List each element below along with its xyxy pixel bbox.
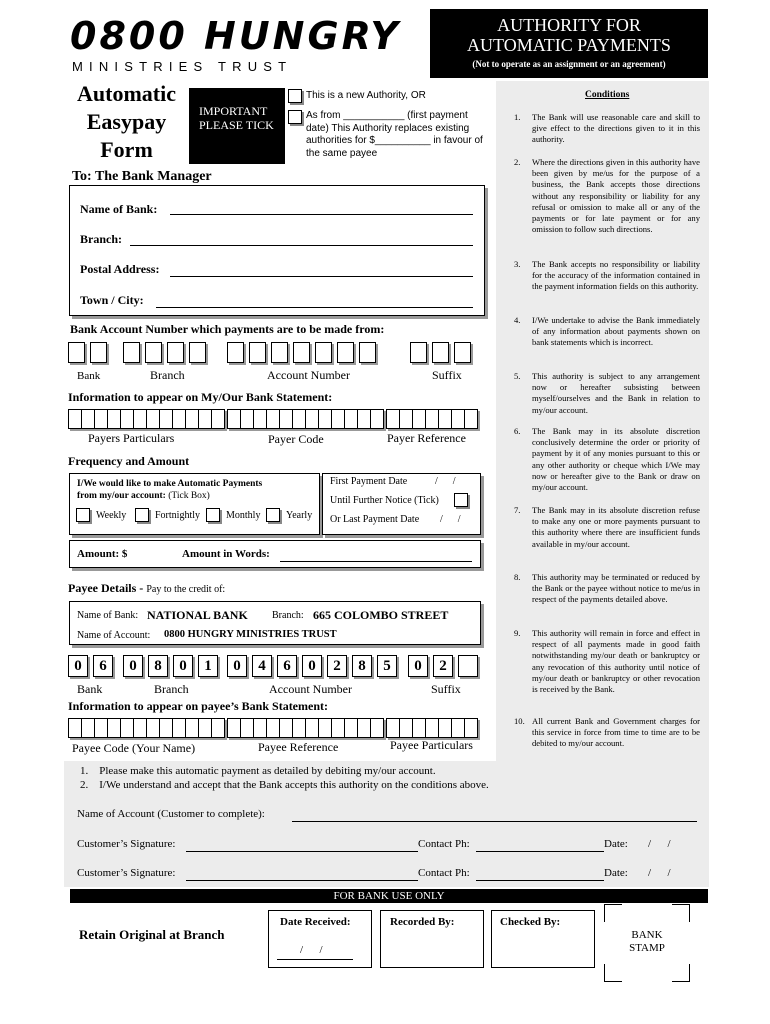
authority-note: (Not to operate as an assignment or an agreement) — [472, 59, 666, 69]
statement-heading: Information to appear on My/Our Bank Statement: — [68, 390, 333, 404]
authority-title-2: AUTOMATIC PAYMENTS — [467, 35, 671, 55]
contact-1-field[interactable] — [476, 851, 604, 852]
logo-subtitle: MINISTRIES TRUST — [72, 59, 293, 74]
payee-digit-cell: 0 — [123, 655, 143, 677]
first-payment-label: First Payment Date — [330, 476, 408, 487]
payee-digit-cell: 0 — [173, 655, 193, 677]
condition-item: 2. Where the directions given in this authority have been given by me/us for the purpose of a business, the Bank accepts those directions without any responsibility or liability for any refusal or omission to make all or any of the payments or for late payment or for any omission to follow such directions. — [514, 157, 700, 235]
date-2-field[interactable]: / / — [648, 867, 671, 879]
branch-label: Branch: — [80, 232, 122, 246]
payer-reference-label: Payer Reference — [387, 431, 466, 445]
payee-statement-strip[interactable] — [386, 718, 478, 738]
statement-strip[interactable] — [227, 409, 384, 429]
payee-branch-label: Branch: — [272, 610, 304, 621]
signature-1-label: Customer’s Signature: — [77, 838, 176, 850]
payer-code-label: Payer Code — [268, 432, 324, 446]
payee-reference-label: Payee Reference — [258, 740, 339, 754]
logo: 0800 HUNGRY — [70, 14, 401, 58]
payee-digit-cell: 0 — [227, 655, 247, 677]
authority-title-1: AUTHORITY FOR — [497, 15, 641, 35]
payee-digit-cell: 4 — [252, 655, 272, 677]
payee-digit-cell: 5 — [377, 655, 397, 677]
date-1-field[interactable]: / / — [648, 838, 671, 850]
agreement-item-2: 2. I/We understand and accept that the Bank accepts this authority on the conditions above. — [80, 779, 489, 791]
payee-branch-col: Branch — [154, 682, 189, 696]
account-digit-cell[interactable] — [410, 342, 427, 363]
account-digit-cell[interactable] — [68, 342, 85, 363]
account-digit-cell[interactable] — [454, 342, 471, 363]
to-bank-manager: To: The Bank Manager — [72, 169, 212, 184]
payee-statement-strip[interactable] — [68, 718, 225, 738]
account-digit-cell[interactable] — [432, 342, 449, 363]
account-digit-cell[interactable] — [145, 342, 162, 363]
account-digit-cell[interactable] — [315, 342, 332, 363]
bank-stamp-area — [604, 904, 690, 982]
payee-account-col: Account Number — [269, 682, 352, 696]
account-digit-cell[interactable] — [123, 342, 140, 363]
agreement-item-1: 1. Please make this automatic payment as detailed by debiting my/our account. — [80, 765, 436, 777]
account-digit-cell[interactable] — [90, 342, 107, 363]
contact-2-field[interactable] — [476, 880, 604, 881]
account-heading: Bank Account Number which payments are to be made from: — [70, 322, 385, 336]
weekly-label: Weekly — [96, 510, 127, 521]
account-digit-cell[interactable] — [359, 342, 376, 363]
form-title — [64, 80, 189, 164]
account-digit-cell[interactable] — [249, 342, 266, 363]
condition-item: 5. This authority is subject to any arrangement now or hereafter subsisting between myself/ourselves and the Bank in relation to my/our account. — [514, 371, 700, 415]
name-of-account-label: Name of Account (Customer to complete): — [77, 808, 265, 820]
payee-digit-cell — [458, 655, 478, 677]
account-digit-cell[interactable] — [271, 342, 288, 363]
account-digit-cell[interactable] — [167, 342, 184, 363]
monthly-checkbox[interactable] — [206, 508, 220, 522]
payee-digit-cell: 1 — [198, 655, 218, 677]
payers-particulars-label: Payers Particulars — [88, 431, 175, 445]
account-digit-cell[interactable] — [337, 342, 354, 363]
payee-digit-cell: 6 — [93, 655, 113, 677]
payee-statement-heading: Information to appear on payee’s Bank Statement: — [68, 699, 328, 713]
statement-strip[interactable] — [386, 409, 478, 429]
name-of-bank-label: Name of Bank: — [80, 202, 158, 216]
weekly-checkbox[interactable] — [76, 508, 90, 522]
account-digit-cell[interactable] — [293, 342, 310, 363]
payee-bank-col: Bank — [77, 682, 103, 696]
payee-branch-value: 665 COLOMBO STREET — [313, 608, 449, 622]
payee-statement-strip[interactable] — [227, 718, 384, 738]
payee-digit-cell: 0 — [408, 655, 428, 677]
monthly-label: Monthly — [226, 510, 261, 521]
payee-particulars-label: Payee Particulars — [390, 738, 473, 752]
contact-1-label: Contact Ph: — [418, 838, 470, 850]
important-label: IMPORTANT — [199, 104, 268, 118]
frequency-heading: Frequency and Amount — [68, 454, 190, 468]
contact-2-label: Contact Ph: — [418, 867, 470, 879]
condition-item: 8. This authority may be terminated or reduced by the Bank or the payee without notice to me/us in respect of the payments detailed above. — [514, 572, 700, 605]
payee-digit-cell: 0 — [68, 655, 88, 677]
name-of-bank-field[interactable] — [170, 214, 473, 215]
payee-digit-cell: 0 — [302, 655, 322, 677]
important-banner — [189, 88, 285, 164]
payee-account-label: Name of Account: — [77, 630, 151, 641]
payee-code-label: Payee Code (Your Name) — [72, 741, 196, 755]
bank-stamp-line1: BANK — [631, 929, 663, 941]
condition-item: 1. The Bank will use reasonable care and skill to give effect to the directions given to it in this authority. — [514, 112, 700, 145]
frequency-instr1: I/We would like to make Automatic Payments — [77, 479, 263, 489]
payee-digit-cell: 8 — [148, 655, 168, 677]
condition-item: 9. This authority will remain in force and effect in respect of all payments made in good faith notwithstanding my/our death or bankruptcy or any revocation of this authority until notice of my/our death or bankruptcy or other revocation is received by the Bank. — [514, 628, 700, 695]
town-city-label: Town / City: — [80, 293, 144, 307]
payee-bank-label: Name of Bank: — [77, 610, 139, 621]
condition-item: 6. The Bank may in its absolute discretion conclusively determine the order or priority of payment by it of any monies pursuant to this or any other authority or cheque which I/We may now or hereafter give to the Bank or draw on my/our account. — [514, 426, 700, 493]
condition-item: 10. All current Bank and Government charges for this service in force from time to time are to be debited to my/our account. — [514, 716, 700, 749]
form-title-line3: Form — [100, 137, 153, 162]
condition-item: 3. The Bank accepts no responsibility or liability for the accuracy of the information contained in the payment information fields on this authority. — [514, 259, 700, 292]
payee-heading: Payee Details - Pay to the credit of: — [68, 581, 226, 595]
recorded-by-label: Recorded By: — [390, 916, 455, 928]
payee-suffix-col: Suffix — [431, 682, 461, 696]
acc-suffix-label: Suffix — [432, 368, 462, 382]
until-notice-label: Until Further Notice (Tick) — [330, 495, 439, 506]
conditions-heading: Conditions — [585, 90, 630, 100]
new-authority-checkbox[interactable] — [288, 89, 302, 103]
amount-words-label: Amount in Words: — [182, 548, 270, 560]
authority-banner — [430, 9, 708, 78]
retain-original-label: Retain Original at Branch — [79, 927, 225, 942]
postal-address-label: Postal Address: — [80, 262, 160, 276]
payee-account-value: 0800 HUNGRY MINISTRIES TRUST — [164, 629, 337, 640]
signature-1-field[interactable] — [186, 851, 418, 852]
please-tick-label: PLEASE TICK — [199, 118, 274, 132]
frequency-instr2: from my/our account: (Tick Box) — [77, 491, 210, 501]
replace-authority-label: As from ___________ (first payment date) This Authority replaces existing authorities for $__________ in favour of the same payee — [306, 110, 483, 159]
checked-by-label: Checked By: — [500, 916, 561, 928]
amount-words-field[interactable] — [280, 561, 472, 562]
yearly-checkbox[interactable] — [266, 508, 280, 522]
condition-item: 4. I/We undertake to advise the Bank immediately of any information about payments shown on bank statements which is incorrect. — [514, 315, 700, 348]
fortnightly-label: Fortnightly — [155, 510, 201, 521]
payee-digit-cell: 2 — [327, 655, 347, 677]
town-city-field[interactable] — [156, 307, 473, 308]
payee-digit-cell: 6 — [277, 655, 297, 677]
until-notice-checkbox[interactable] — [454, 493, 468, 507]
acc-account-label: Account Number — [267, 368, 350, 382]
bank-use-banner: FOR BANK USE ONLY — [70, 889, 708, 903]
date-received-field[interactable]: / / — [300, 944, 323, 956]
date-received-label: Date Received: — [280, 916, 351, 928]
account-digit-cell[interactable] — [189, 342, 206, 363]
payee-digit-cell: 2 — [433, 655, 453, 677]
first-payment-date[interactable]: / / — [435, 476, 456, 487]
acc-bank-label: Bank — [77, 370, 101, 382]
statement-strip[interactable] — [68, 409, 225, 429]
payee-bank-value: NATIONAL BANK — [147, 608, 248, 622]
amount-label[interactable]: Amount: $ — [77, 548, 128, 560]
form-title-line2: Easypay — [86, 109, 167, 134]
last-payment-label: Or Last Payment Date — [330, 514, 420, 525]
acc-branch-label: Branch — [150, 368, 185, 382]
account-digit-cell[interactable] — [227, 342, 244, 363]
last-payment-date[interactable]: / / — [440, 514, 461, 525]
new-authority-label: This is a new Authority, OR — [306, 90, 426, 101]
date-1-label: Date: — [604, 838, 628, 850]
signature-2-label: Customer’s Signature: — [77, 867, 176, 879]
form-title-line1: Automatic — [77, 81, 176, 106]
name-of-account-field[interactable] — [292, 821, 697, 822]
fortnightly-checkbox[interactable] — [135, 508, 149, 522]
yearly-label: Yearly — [286, 510, 313, 521]
date-2-label: Date: — [604, 867, 628, 879]
bank-stamp-line2: STAMP — [629, 942, 665, 954]
replace-authority-checkbox[interactable] — [288, 110, 302, 124]
payee-digit-cell: 8 — [352, 655, 372, 677]
amount-box — [69, 540, 481, 568]
branch-field[interactable] — [130, 245, 473, 246]
postal-address-field[interactable] — [170, 276, 473, 277]
date-received-line — [277, 959, 353, 960]
condition-item: 7. The Bank may in its absolute discretion refuse to make any one or more payments pursuant to this authority where there are insufficient funds available in my/our account. — [514, 505, 700, 549]
signature-2-field[interactable] — [186, 880, 418, 881]
